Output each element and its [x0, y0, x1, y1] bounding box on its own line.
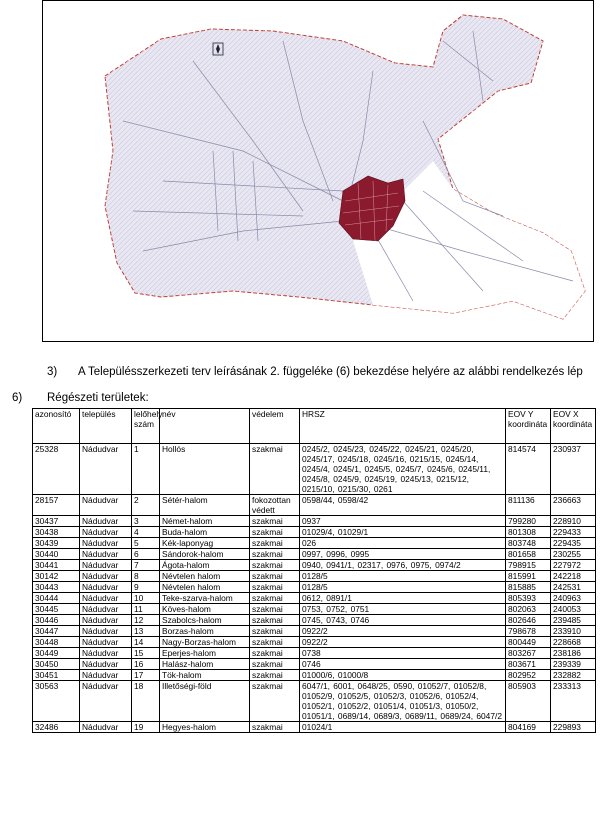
cell-protection: szakmai — [250, 538, 300, 549]
header-id: azonosító — [33, 409, 80, 444]
cell-protection: szakmai — [250, 659, 300, 670]
cell-town: Nádudvar — [80, 659, 132, 670]
cell-name: Szabolcs-halom — [160, 615, 250, 626]
header-hrsz: HRSZ — [300, 409, 506, 444]
cell-site-no: 6 — [132, 549, 160, 560]
cell-site-no: 11 — [132, 604, 160, 615]
cell-name: Halász-halom — [160, 659, 250, 670]
cell-eov-x: 227972 — [551, 560, 596, 571]
cell-id: 30437 — [33, 516, 80, 527]
cell-eov-x: 233313 — [551, 681, 596, 722]
cell-town: Nádudvar — [80, 670, 132, 681]
section-number: 6) — [12, 392, 23, 404]
cell-site-no: 15 — [132, 648, 160, 659]
header-eov-x: EOV X koordináta — [551, 409, 596, 444]
cell-name: Ágota-halom — [160, 560, 250, 571]
cell-hrsz: 0937 — [300, 516, 506, 527]
cell-protection: szakmai — [250, 637, 300, 648]
cell-eov-y: 798678 — [506, 626, 551, 637]
cell-name: Hollós — [160, 444, 250, 495]
cell-site-no: 13 — [132, 626, 160, 637]
cell-eov-x: 229435 — [551, 538, 596, 549]
cell-name: Névtelen halom — [160, 582, 250, 593]
cell-eov-y: 803748 — [506, 538, 551, 549]
header-name: név — [160, 409, 250, 444]
cell-site-no: 7 — [132, 560, 160, 571]
cell-name: Sándorok-halom — [160, 549, 250, 560]
cell-id: 30445 — [33, 604, 80, 615]
cell-eov-x: 239485 — [551, 615, 596, 626]
cell-eov-y: 801658 — [506, 549, 551, 560]
table-row — [33, 637, 596, 648]
cell-protection: szakmai — [250, 582, 300, 593]
cell-eov-y: 800449 — [506, 637, 551, 648]
cell-eov-x: 230937 — [551, 444, 596, 495]
cell-name: Köves-halom — [160, 604, 250, 615]
paragraph-number: 3) — [47, 366, 58, 378]
map-frame — [42, 0, 594, 342]
cell-town: Nádudvar — [80, 615, 132, 626]
table-row — [33, 604, 596, 615]
cell-town: Nádudvar — [80, 560, 132, 571]
cell-id: 30441 — [33, 560, 80, 571]
cell-town: Nádudvar — [80, 604, 132, 615]
cell-town: Nádudvar — [80, 722, 132, 733]
cell-site-no: 17 — [132, 670, 160, 681]
cell-id: 30449 — [33, 648, 80, 659]
cell-town: Nádudvar — [80, 495, 132, 516]
cell-town: Nádudvar — [80, 516, 132, 527]
cell-town: Nádudvar — [80, 571, 132, 582]
cell-town: Nádudvar — [80, 626, 132, 637]
cell-eov-x: 229893 — [551, 722, 596, 733]
cell-protection: szakmai — [250, 549, 300, 560]
cell-hrsz: 0997, 0996, 0995 — [300, 549, 506, 560]
cell-eov-y: 805903 — [506, 681, 551, 722]
settlement-map — [43, 1, 595, 343]
table-row — [33, 681, 596, 722]
header-town: település — [80, 409, 132, 444]
cell-site-no: 4 — [132, 527, 160, 538]
cell-site-no: 1 — [132, 444, 160, 495]
cell-town: Nádudvar — [80, 549, 132, 560]
cell-town: Nádudvar — [80, 582, 132, 593]
cell-eov-x: 230255 — [551, 549, 596, 560]
cell-town: Nádudvar — [80, 527, 132, 538]
table-row — [33, 722, 596, 733]
cell-eov-y: 799280 — [506, 516, 551, 527]
table-row — [33, 648, 596, 659]
table-header-row — [33, 409, 596, 444]
cell-protection: szakmai — [250, 626, 300, 637]
cell-hrsz: 01024/1 — [300, 722, 506, 733]
cell-protection: szakmai — [250, 681, 300, 722]
cell-hrsz: 0612, 0891/1 — [300, 593, 506, 604]
cell-id: 30563 — [33, 681, 80, 722]
cell-eov-y: 802063 — [506, 604, 551, 615]
cell-id: 30444 — [33, 593, 80, 604]
cell-site-no: 16 — [132, 659, 160, 670]
cell-hrsz: 0922/2 — [300, 637, 506, 648]
cell-id: 30440 — [33, 549, 80, 560]
cell-eov-y: 801308 — [506, 527, 551, 538]
table-row — [33, 560, 596, 571]
cell-eov-y: 814574 — [506, 444, 551, 495]
cell-eov-x: 239339 — [551, 659, 596, 670]
cell-town: Nádudvar — [80, 538, 132, 549]
table-row — [33, 495, 596, 516]
cell-hrsz: 0922/2 — [300, 626, 506, 637]
cell-protection: szakmai — [250, 670, 300, 681]
cell-name: Sétér-halom — [160, 495, 250, 516]
cell-hrsz: 0245/2, 0245/23, 0245/22, 0245/21, 0245/20, 0245/17, 0245/18, 0245/16, 0215/15, 0245/14, 0245/4, 0245/1, 0245/5, 0245/7, 0245/6, 0245/11, 0245/8, 0245/9, 0245/19, 0245/13, 0215/12, 0215/10, 0215/30, 0261 — [300, 444, 506, 495]
cell-town: Nádudvar — [80, 444, 132, 495]
table-row — [33, 593, 596, 604]
cell-hrsz: 6047/1, 6001, 0648/25, 0590, 01052/7, 01052/8, 01052/9, 01052/5, 01052/3, 01052/6, 01052/4, 01052/1, 01052/2, 01051/4, 01051/3, 01050/2, 01051/1, 0689/14, 0689/3, 0689/11, 0689/24, 6047/2 — [300, 681, 506, 722]
cell-hrsz: 0753, 0752, 0751 — [300, 604, 506, 615]
cell-eov-y: 798915 — [506, 560, 551, 571]
cell-eov-x: 240053 — [551, 604, 596, 615]
cell-eov-y: 803671 — [506, 659, 551, 670]
table-row — [33, 626, 596, 637]
cell-id: 30439 — [33, 538, 80, 549]
table-row — [33, 659, 596, 670]
table-row — [33, 538, 596, 549]
cell-eov-y: 802952 — [506, 670, 551, 681]
cell-protection: fokozottan védett — [250, 495, 300, 516]
cell-name: Illetőségi-föld — [160, 681, 250, 722]
cell-eov-x: 238186 — [551, 648, 596, 659]
cell-site-no: 12 — [132, 615, 160, 626]
cell-town: Nádudvar — [80, 637, 132, 648]
cell-town: Nádudvar — [80, 681, 132, 722]
cell-eov-y: 811136 — [506, 495, 551, 516]
table-row — [33, 444, 596, 495]
cell-name: Névtelen halom — [160, 571, 250, 582]
cell-id: 25328 — [33, 444, 80, 495]
cell-hrsz: 0598/44, 0598/42 — [300, 495, 506, 516]
cell-hrsz: 0738 — [300, 648, 506, 659]
cell-id: 30447 — [33, 626, 80, 637]
cell-hrsz: 0746 — [300, 659, 506, 670]
cell-hrsz: 0940, 0941/1, 02317, 0976, 0975, 0974/2 — [300, 560, 506, 571]
cell-protection: szakmai — [250, 722, 300, 733]
cell-site-no: 19 — [132, 722, 160, 733]
cell-site-no: 8 — [132, 571, 160, 582]
cell-eov-x: 242218 — [551, 571, 596, 582]
cell-protection: szakmai — [250, 604, 300, 615]
cell-site-no: 2 — [132, 495, 160, 516]
cell-eov-x: 240963 — [551, 593, 596, 604]
cell-id: 30438 — [33, 527, 80, 538]
cell-name: Buda-halom — [160, 527, 250, 538]
cell-protection: szakmai — [250, 593, 300, 604]
cell-hrsz: 0128/5 — [300, 571, 506, 582]
archaeological-sites-table — [32, 408, 596, 733]
header-site-no: lelőhely szám — [132, 409, 160, 444]
cell-name: Borzas-halom — [160, 626, 250, 637]
table-row — [33, 582, 596, 593]
cell-eov-x: 242531 — [551, 582, 596, 593]
cell-hrsz: 0128/5 — [300, 582, 506, 593]
cell-protection: szakmai — [250, 571, 300, 582]
table-row — [33, 549, 596, 560]
cell-name: Német-halom — [160, 516, 250, 527]
cell-id: 30443 — [33, 582, 80, 593]
cell-hrsz: 026 — [300, 538, 506, 549]
cell-eov-y: 804169 — [506, 722, 551, 733]
table-row — [33, 615, 596, 626]
cell-name: Kék-laponyag — [160, 538, 250, 549]
cell-site-no: 3 — [132, 516, 160, 527]
cell-protection: szakmai — [250, 516, 300, 527]
cell-eov-x: 232882 — [551, 670, 596, 681]
cell-eov-x: 229433 — [551, 527, 596, 538]
cell-town: Nádudvar — [80, 593, 132, 604]
header-eov-y: EOV Y koordináta — [506, 409, 551, 444]
cell-id: 30446 — [33, 615, 80, 626]
cell-site-no: 14 — [132, 637, 160, 648]
cell-eov-y: 803267 — [506, 648, 551, 659]
cell-name: Tök-halom — [160, 670, 250, 681]
cell-town: Nádudvar — [80, 648, 132, 659]
cell-site-no: 9 — [132, 582, 160, 593]
paragraph-text: A Településszerkezeti terv leírásának 2. függeléke (6) bekezdése helyére az alábbi rendelkezés lép — [78, 366, 583, 378]
table-row — [33, 527, 596, 538]
cell-hrsz: 01000/6, 01000/8 — [300, 670, 506, 681]
cell-name: Hegyes-halom — [160, 722, 250, 733]
section-title: Régészeti területek: — [47, 392, 149, 404]
cell-protection: szakmai — [250, 615, 300, 626]
cell-eov-x: 236663 — [551, 495, 596, 516]
cell-id: 30142 — [33, 571, 80, 582]
cell-site-no: 18 — [132, 681, 160, 722]
cell-eov-y: 815991 — [506, 571, 551, 582]
cell-eov-y: 802646 — [506, 615, 551, 626]
cell-protection: szakmai — [250, 444, 300, 495]
cell-eov-x: 228910 — [551, 516, 596, 527]
cell-protection: szakmai — [250, 560, 300, 571]
table-row — [33, 670, 596, 681]
cell-id: 30450 — [33, 659, 80, 670]
header-protection: védelem — [250, 409, 300, 444]
cell-eov-x: 233910 — [551, 626, 596, 637]
cell-name: Teke-szarva-halom — [160, 593, 250, 604]
cell-id: 30448 — [33, 637, 80, 648]
cell-id: 28157 — [33, 495, 80, 516]
cell-eov-y: 815885 — [506, 582, 551, 593]
cell-eov-x: 228668 — [551, 637, 596, 648]
cell-protection: szakmai — [250, 527, 300, 538]
cell-id: 32486 — [33, 722, 80, 733]
cell-name: Nagy-Borzas-halom — [160, 637, 250, 648]
cell-id: 30451 — [33, 670, 80, 681]
table-row — [33, 571, 596, 582]
cell-site-no: 10 — [132, 593, 160, 604]
cell-hrsz: 0745, 0743, 0746 — [300, 615, 506, 626]
cell-eov-y: 805393 — [506, 593, 551, 604]
cell-protection: szakmai — [250, 648, 300, 659]
cell-site-no: 5 — [132, 538, 160, 549]
table-row — [33, 516, 596, 527]
cell-hrsz: 01029/4, 01029/1 — [300, 527, 506, 538]
cell-name: Eperjes-halom — [160, 648, 250, 659]
